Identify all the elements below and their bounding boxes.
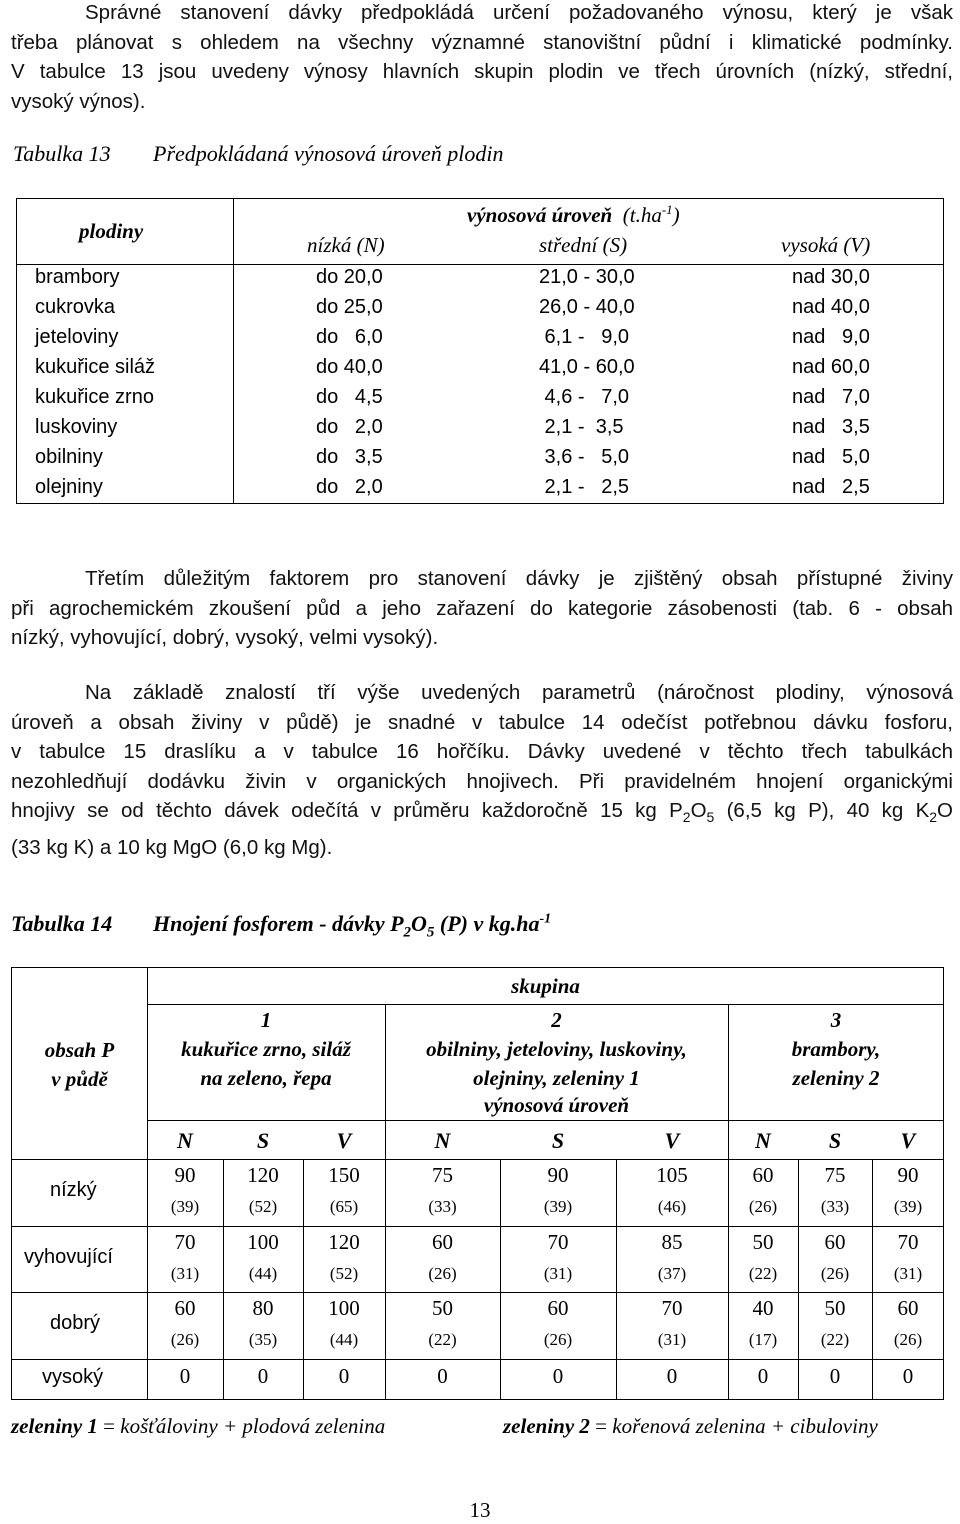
table14-value: 150 xyxy=(328,1163,360,1187)
table14-value: 70 xyxy=(174,1230,196,1254)
table14-value: 105 xyxy=(656,1163,688,1187)
table14-nsv-header: N xyxy=(177,1128,193,1153)
table14-p-value: (46) xyxy=(657,1197,687,1216)
table14-nsv-header: N xyxy=(755,1128,771,1153)
para2-line: nízký, vyhovující, dobrý, vysoký, velmi vysoký). xyxy=(11,626,439,649)
table14-p-value: (26) xyxy=(428,1264,457,1283)
table13-mid-cell: 3,6 - 5,0 xyxy=(539,446,630,468)
table14-nsv-header: S xyxy=(828,1128,842,1153)
table13-high-cell: nad 9,0 xyxy=(792,326,870,348)
table13-crop-cell: luskoviny xyxy=(35,416,118,438)
table14-p-value: (52) xyxy=(248,1197,278,1216)
table14-p-value: (44) xyxy=(329,1330,359,1349)
table14-value: 120 xyxy=(328,1230,360,1254)
table14-p-value: (52) xyxy=(329,1264,359,1283)
table13-col-crop: plodiny xyxy=(79,219,144,243)
intro-line: V tabulce 13 jsou uvedeny výnosy hlavních skupin plodin ve třech úrovních (nízký, střední, xyxy=(11,60,953,83)
table14-value: 0 xyxy=(829,1364,841,1388)
table13-mid-cell: 21,0 - 30,0 xyxy=(539,266,635,288)
table13-high-cell: nad 60,0 xyxy=(792,356,870,378)
table14-value: 50 xyxy=(432,1296,453,1320)
para3-line: (33 kg K) a 10 kg MgO (6,0 kg Mg). xyxy=(11,835,333,859)
intro-paragraph xyxy=(11,0,953,116)
table14-label: Tabulka 14 xyxy=(11,911,113,936)
table14-value: 100 xyxy=(247,1230,279,1254)
table14 xyxy=(11,967,944,1400)
table14-nsv-header: V xyxy=(336,1128,352,1153)
table14-value: 60 xyxy=(432,1230,453,1254)
table14-value: 50 xyxy=(824,1296,846,1320)
table14-p-value: (26) xyxy=(543,1330,573,1349)
table14-value: 0 xyxy=(666,1364,678,1388)
para2-line: při agrochemickém zkoušení půd a jeho zařazení do kategorie zásobenosti (tab. 6 - obsah xyxy=(11,596,953,620)
table14-value: 0 xyxy=(257,1364,269,1388)
table13-low-cell: do 40,0 xyxy=(316,356,383,378)
table14-p-value: (39) xyxy=(893,1197,923,1216)
table13-col-mid: střední (S) xyxy=(539,233,628,257)
table14-row-label: nízký xyxy=(50,1179,97,1201)
para3-line: Na základě znalostí tří výše uvedených parametrů (náročnost plodiny, výnosová xyxy=(85,681,953,704)
table14-value: 70 xyxy=(897,1230,919,1254)
table13-mid-cell: 6,1 - 9,0 xyxy=(539,326,630,348)
table13-low-cell: do 25,0 xyxy=(316,296,383,318)
table14-title: Hnojení fosforem - dávky $P_2O_5$ (P) v $kg.ha^{-1}$ xyxy=(153,911,552,941)
table14-p-value: (22) xyxy=(820,1330,850,1349)
para3-line: v tabulce 15 draslíku a v tabulce 16 hořčíku. Dávky uvedené v těchto třech tabulkách xyxy=(11,740,953,763)
table14-p-value: (33) xyxy=(428,1197,457,1216)
table14-p-value: (26) xyxy=(170,1330,200,1349)
table13-crop-cell: jeteloviny xyxy=(35,326,119,348)
table14-p-value: (26) xyxy=(748,1197,778,1216)
table13-low-cell: do 2,0 xyxy=(316,416,383,438)
table13-high-cell: nad 2,5 xyxy=(792,476,870,498)
table13-high-cell: nad 30,0 xyxy=(792,266,870,288)
table14-p-value: (22) xyxy=(428,1330,457,1349)
table14-p-value: (26) xyxy=(893,1330,923,1349)
footnote-zeleniny-2: zeleniny 2 = kořenová zelenina + cibuloviny xyxy=(503,1414,878,1438)
table14-p-value: (39) xyxy=(543,1197,573,1216)
table14-value: 80 xyxy=(252,1296,274,1320)
table13-low-cell: do 20,0 xyxy=(316,266,383,288)
table13-high-cell: nad 5,0 xyxy=(792,446,870,468)
table14-nsv-header: S xyxy=(551,1128,565,1153)
table14-skupina: skupina xyxy=(511,974,580,998)
table13-mid-cell: 2,1 - 3,5 xyxy=(539,416,624,438)
table14-value: 60 xyxy=(897,1296,919,1320)
table13-low-cell: do 2,0 xyxy=(316,476,383,498)
table13-mid-cell: 26,0 - 40,0 xyxy=(539,296,635,318)
table13-high-cell: nad 7,0 xyxy=(792,386,870,408)
table13-high-cell: nad 3,5 xyxy=(792,416,870,438)
table14-p-value: (35) xyxy=(248,1330,278,1349)
table14-value: 75 xyxy=(824,1163,846,1187)
table14-value: 60 xyxy=(547,1296,569,1320)
table14-value: 60 xyxy=(174,1296,196,1320)
table13-label: Tabulka 13 xyxy=(13,141,111,166)
para3-line: hnojivy se od těchto dávek odečítá v průměru každoročně 15 kg $P_2O_5$ (6,5 kg P), 40 kg $K_2O$ xyxy=(11,799,953,826)
table13-title: Předpokládaná výnosová úroveň plodin xyxy=(153,141,504,166)
table13-low-cell: do 4,5 xyxy=(316,386,383,408)
table14-value: 75 xyxy=(432,1163,453,1187)
table13-crop-cell: obilniny xyxy=(35,446,103,468)
paragraph-2 xyxy=(11,564,953,653)
table14-value: 70 xyxy=(661,1296,683,1320)
table14-corner: obsah P v půdě xyxy=(44,1038,115,1091)
table14-p-value: (17) xyxy=(748,1330,778,1349)
table14-value: 120 xyxy=(247,1163,279,1187)
table14-p-value: (31) xyxy=(657,1330,687,1349)
table14-nsv-header: N xyxy=(434,1128,451,1153)
table13-crop-cell: olejniny xyxy=(35,476,103,498)
table14-p-value: (65) xyxy=(329,1197,359,1216)
table14-p-value: (39) xyxy=(170,1197,200,1216)
table13-mid-cell: 2,1 - 2,5 xyxy=(539,476,630,498)
table14-value: 0 xyxy=(437,1364,448,1388)
intro-line: třeba plánovat s ohledem na všechny významné stanovištní půdní i klimatické podmínky. xyxy=(11,30,953,54)
table14-value: 0 xyxy=(902,1364,914,1388)
table14-nsv-header: V xyxy=(664,1128,680,1153)
table14-value: 0 xyxy=(552,1364,564,1388)
table14-p-value: (31) xyxy=(170,1264,200,1283)
table14-p-value: (37) xyxy=(657,1264,687,1283)
intro-line: Správné stanovení dávky předpokládá určení požadovaného výnosu, který je však xyxy=(85,1,953,24)
table14-value: 90 xyxy=(897,1163,919,1187)
table14-value: 40 xyxy=(752,1296,774,1320)
table13-mid-cell: 4,6 - 7,0 xyxy=(539,386,630,408)
table13-crop-cell: kukuřice siláž xyxy=(35,356,156,378)
table14-p-value: (26) xyxy=(820,1264,850,1283)
para3-line: úroveň a obsah živiny v půdě) je snadné v tabulce 14 odečíst potřebnou dávku fosforu, xyxy=(11,710,953,734)
table14-group-3: 3 brambory, zeleniny 2 xyxy=(791,1008,881,1090)
table14-value: 0 xyxy=(757,1364,769,1388)
paragraph-3 xyxy=(11,678,953,862)
table14-p-value: (44) xyxy=(248,1264,278,1283)
footnote-zeleniny-1: zeleniny 1 = košťáloviny + plodová zelenina xyxy=(11,1414,386,1438)
page-number: 13 xyxy=(469,1498,491,1522)
table14-p-value: (31) xyxy=(543,1264,573,1283)
table13-group-header: výnosová úroveň $(t.ha^{-1})$ xyxy=(467,202,680,227)
intro-line: vysoký výnos). xyxy=(11,89,146,113)
table13-crop-cell: kukuřice zrno xyxy=(35,386,154,408)
table14-value: 60 xyxy=(752,1163,774,1187)
table14-value: 70 xyxy=(547,1230,569,1254)
table13-mid-cell: 41,0 - 60,0 xyxy=(539,356,635,378)
table13-col-high: vysoká (V) xyxy=(781,233,871,257)
table14-p-value: (22) xyxy=(748,1264,778,1283)
table13-high-cell: nad 40,0 xyxy=(792,296,870,318)
table14-p-value: (31) xyxy=(893,1264,923,1283)
table13-low-cell: do 3,5 xyxy=(316,446,383,468)
table14-row-label: vysoký xyxy=(42,1366,104,1388)
table14-value: 60 xyxy=(824,1230,846,1254)
table13-low-cell: do 6,0 xyxy=(316,326,383,348)
table14-value: 90 xyxy=(174,1163,196,1187)
table14-value: 90 xyxy=(547,1163,569,1187)
table14-value: 50 xyxy=(752,1230,774,1254)
table14-nsv-header: S xyxy=(256,1128,270,1153)
table14-value: 0 xyxy=(338,1364,350,1388)
para3-line: nezohledňují dodávku živin v organických hnojivech. Při pravidelném hnojení organickými xyxy=(11,769,953,793)
table14-p-value: (33) xyxy=(820,1197,850,1216)
table14-value: 85 xyxy=(661,1230,683,1254)
table13 xyxy=(16,198,944,504)
para2-line: Třetím důležitým faktorem pro stanovení dávky je zjištěný obsah přístupné živiny xyxy=(85,567,953,590)
table14-group-1: 1 kukuřice zrno, siláž na zeleno, řepa xyxy=(181,1008,351,1090)
table14-row-label: dobrý xyxy=(50,1312,101,1334)
table14-value: 100 xyxy=(328,1296,360,1320)
table14-group-2: 2 obilniny, jeteloviny, luskoviny, olejniny, zeleniny 1 xyxy=(426,1008,687,1090)
table13-col-low: nízká (N) xyxy=(307,233,385,257)
table13-crop-cell: brambory xyxy=(35,266,120,288)
table14-nsv-header: V xyxy=(900,1128,916,1153)
table14-yield-level: výnosová úroveň xyxy=(483,1093,630,1117)
table13-crop-cell: cukrovka xyxy=(35,296,116,318)
table14-row-label: vyhovující xyxy=(24,1246,113,1268)
table14-value: 0 xyxy=(179,1364,191,1388)
